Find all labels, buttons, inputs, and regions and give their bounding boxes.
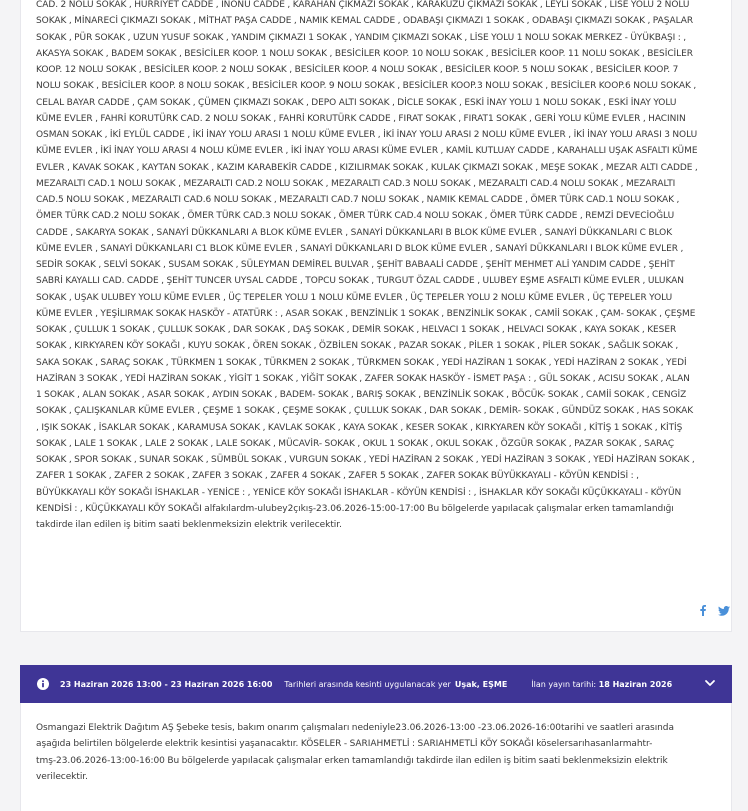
outage-location-label: Tarihleri arasında kesinti uygulanacak yer (284, 679, 451, 689)
twitter-share-button[interactable] (718, 606, 730, 616)
share-buttons (700, 605, 730, 616)
outage-notice-header[interactable] (20, 665, 732, 703)
outage-location: Uşak, EŞME (454, 679, 508, 689)
facebook-share-button[interactable] (700, 605, 706, 616)
facebook-icon (700, 605, 706, 616)
outage-notice-description: CAD. 2 NOLU SOKAK , HÜRRİYET CADDE , İNÖNÜ CADDE , KARAHAN ÇIKMAZI SOKAK , KARAKUZU ÇIKMAZI SOKAK , LEYLİ SOKAK , LİSE YOLU 2 NOLU SOKAK , MİNARECİ ÇIKMAZI SOKAK , MİTHAT PAŞA CADDE , NAMIK KEMAL CADDE , ODABAŞI ÇIKMAZI 1 SOKAK , ODABAŞI ÇIKMAZI SOKAK , PAŞALAR SOKAK , PÜR SOKAK , UZUN YUSUF SOKAK , YANDIM ÇIKMAZI 1 SOKAK , YANDIM ÇIKMAZI SOKAK , LİSE YOLU 1 NOLU SOKAK MERKEZ - ÜYÜKBAŞI : , AKASYA SOKAK , BADEM SOKAK , BESİCİLER KOOP. 1 NOLU SOKAK , BESİCİLER KOOP. 10 NOLU SOKAK , BESİCİLER KOOP. 11 NOLU SOKAK , BESİCİLER KOOP. 12 NOLU SOKAK , BESİCİLER KOOP. 2 NOLU SOKAK , BESİCİLER KOOP. 4 NOLU SOKAK , BESİCİLER KOOP. 5 NOLU SOKAK , BESİCİLER KOOP. 7 NOLU SOKAK , BESİCİLER KOOP. 8 NOLU SOKAK , BESİCİLER KOOP. 9 NOLU SOKAK , BESİCİLER KOOP.3 NOLU SOKAK , BESİCİLER KOOP.6 NOLU SOKAK , CELAL BAYAR CADDE , ÇAM SOKAK , ÇÜMEN ÇIKMAZI SOKAK , DEPO ALTI SOKAK , DİCLE SOKAK , ESKİ İNAY YOLU 1 NOLU SOKAK , ESKİ İNAY YOLU KÜME EVLER , FAHRİ KORUTÜRK CAD. 2 NOLU SOKAK , FAHRİ KORUTÜRK CADDE , FIRAT SOKAK , FIRAT1 SOKAK , GERİ YOLU KÜME EVLER , HACININ OSMAN SOKAK , İKİ EYLÜL CADDE , İKİ İNAY YOLU ARASI 1 NOLU KÜME EVLER , İKİ İNAY YOLU ARASI 2 NOLU KÜME EVLER , İKİ İNAY YOLU ARASI 3 NOLU KÜME EVLER , İKİ İNAY YOLU ARASI 4 NOLU KÜME EVLER , İKİ İNAY YOLU ARASI KÜME EVLER , KAMİL KUTLUAY CADDE , KARAHALLI UŞAK ASFALTI KÜME EVLER , KAVAK SOKAK , KAYTAN SOKAK , KAZIM KARABEKİR CADDE , KIZILIRMAK SOKAK , KULAK ÇIKMAZI SOKAK , MEŞE SOKAK , MEZAR ALTI CADDE , MEZARALTI CAD.1 NOLU SOKAK , MEZARALTI CAD.2 NOLU SOKAK , MEZARALTI CAD.3 NOLU SOKAK , MEZARALTI CAD.4 NOLU SOKAK , MEZARALTI CAD.5 NOLU SOKAK , MEZARALTI CAD.6 NOLU SOKAK , MEZARALTI CAD.7 NOLU SOKAK , NAMIK KEMAL CADDE , ÖMER TÜRK CAD.1 NOLU SOKAK , ÖMER TÜRK CAD.2 NOLU SOKAK , ÖMER TÜRK CAD.3 NOLU SOKAK , ÖMER TÜRK CAD.4 NOLU SOKAK , ÖMER TÜRK CADDE , REMZİ DEVECİOĞLU CADDE , SAKARYA SOKAK , SANAYİ DÜKKANLARI A BLOK KÜME EVLER , SANAYİ DÜKKANLARI B BLOK KÜME EVLER , SANAYİ DÜKKANLARI C BLOK KÜME EVLER , SANAYİ DÜKKANLARI C1 BLOK KÜME EVLER , SANAYİ DÜKKANLARI D BLOK KÜME EVLER , SANAYİ DÜKKANLARI I BLOK KÜME EVLER , SEDİR SOKAK , SELVİ SOKAK , SUSAM SOKAK , SÜLEYMAN DEMİREL BULVAR , ŞEHİT BABAALİ CADDE , ŞEHİT MEHMET ALİ YANDIM CADDE , ŞEHİT SABRİ KAYALLI CAD. CADDE , ŞEHİT TUNCER UYSAL CADDE , TOPCU SOKAK , TURGUT ÖZAL CADDE , ULUBEY EŞME ASFALTI KÜME EVLER , ULUKAN SOKAK , UŞAK ULUBEY YOLU KÜME EVLER , ÜÇ TEPELER YOLU 1 NOLU KÜME EVLER , ÜÇ TEPELER YOLU 2 NOLU KÜME EVLER , ÜÇ TEPELER YOLU KÜME EVLER , YEŞİLIRMAK SOKAK HASKÖY - ATATÜRK : , ASAR SOKAK , BENZİNLİK 1 SOKAK , BENZİNLİK SOKAK , CAMİİ SOKAK , ÇAM- SOKAK , ÇEŞME SOKAK , ÇULLUK 1 SOKAK , ÇULLUK SOKAK , DAR SOKAK , DAŞ SOKAK , DEMİR SOKAK , HELVACI 1 SOKAK , HELVACI SOKAK , KAYA SOKAK , KESER SOKAK , KIRKYAREN KÖY SOKAĞI , KUYU SOKAK , ÖREN SOKAK , ÖZBİLEN SOKAK , PAZAR SOKAK , PİLER 1 SOKAK , PİLER SOKAK , SAĞLIK SOKAK , SAKA SOKAK , SARAÇ SOKAK , TÜRKMEN 1 SOKAK , TÜRKMEN 2 SOKAK , TÜRKMEN SOKAK , YEDİ HAZİRAN 1 SOKAK , YEDİ HAZİRAN 2 SOKAK , YEDİ HAZİRAN 3 SOKAK , YEDİ HAZİRAN SOKAK , YİGİT 1 SOKAK , YİĞİT SOKAK , ZAFER SOKAK HASKÖY - İSMET PAŞA : , GÜL SOKAK , ACISU SOKAK , ALAN 1 SOKAK , ALAN SOKAK , ASAR SOKAK , AYDIN SOKAK , BADEM- SOKAK , BARIŞ SOKAK , BENZİNLİK SOKAK , BÖCÜK- SOKAK , CAMİİ SOKAK , CENGİZ SOKAK , ÇALIŞKANLAR KÜME EVLER , ÇEŞME 1 SOKAK , ÇEŞME SOKAK , ÇULLUK SOKAK , DAR SOKAK , DEMİR- SOKAK , GÜNDÜZ SOKAK , HAS SOKAK , IŞIK SOKAK , İSAKLAR SOKAK , KARAMUSA SOKAK , KAVLAK SOKAK , KAYA SOKAK , KESER SOKAK , KIRKYAREN KÖY SOKAĞI , KİTİŞ 1 SOKAK , KİTİŞ SOKAK , LALE 1 SOKAK , LALE 2 SOKAK , LALE SOKAK , MÜCAVİR- SOKAK , OKUL 1 SOKAK , OKUL SOKAK , ÖZGÜR SOKAK , PAZAR SOKAK , SARAÇ SOKAK , SPOR SOKAK , SUNAR SOKAK , SÜMBÜL SOKAK , VURGUN SOKAK , YEDİ HAZİRAN 2 SOKAK , YEDİ HAZİRAN 3 SOKAK , YEDİ HAZİRAN SOKAK , ZAFER 1 SOKAK , ZAFER 2 SOKAK , ZAFER 3 SOKAK , ZAFER 4 SOKAK , ZAFER 5 SOKAK , ZAFER SOKAK BÜYÜKKAYALI - KÖYÜN KENDİSİ : , BÜYÜKKAYALI KÖY SOKAĞI İSHAKLAR - YENİCE : , YENİCE KÖY SOKAĞI İSHAKLAR - KÖYÜN KENDİSİ : , İSHAKLAR KÖY SOKAĞI KÜÇÜKKAYALI - KÖYÜN KENDİSİ : , KÜÇÜKKAYALI KÖY SOKAĞI alfakılardm-ulubey2çıkış-23.06.2026-15:00-17:00 Bu bölgelerde yapılacak çalışmalar erken tamamlandığı takdirde ilan edilen iş bitim saati beklenmeksizin elektrik verilecektir. (36, 0, 698, 530)
publish-date-label: İlan yayın tarihi: (531, 679, 597, 689)
info-icon (37, 678, 49, 690)
outage-date-range: 23 Haziran 2026 13:00 - 23 Haziran 2026 16:00 (60, 679, 273, 689)
chevron-down-icon[interactable] (704, 677, 716, 689)
twitter-icon (718, 606, 730, 616)
publish-date-info (531, 680, 672, 689)
publish-date: 18 Haziran 2026 (598, 679, 673, 689)
outage-notice-description-2: Osmangazi Elektrik Dağıtım AŞ Şebeke tesis, bakım onarım çalışmaları nedeniyle23.06.2026-13:00 -23.06.2026-16:00tarihi ve saatleri arasında aşağıda belirtilen bölgelerde elektrik kesintisi yaşanacaktır. KÖSELER - SARIAHMETLİ : SARIAHMETLİ KÖY SOKAĞI köselersarıhasanlarmahtr-tmş-23.06.2026-13:00-16:00 Bu bölgelerde yapılacak çalışmalar erken tamamlandığı takdirde ilan edilen iş bitim saati beklenmeksizin elektrik verilecektir. (36, 723, 674, 782)
